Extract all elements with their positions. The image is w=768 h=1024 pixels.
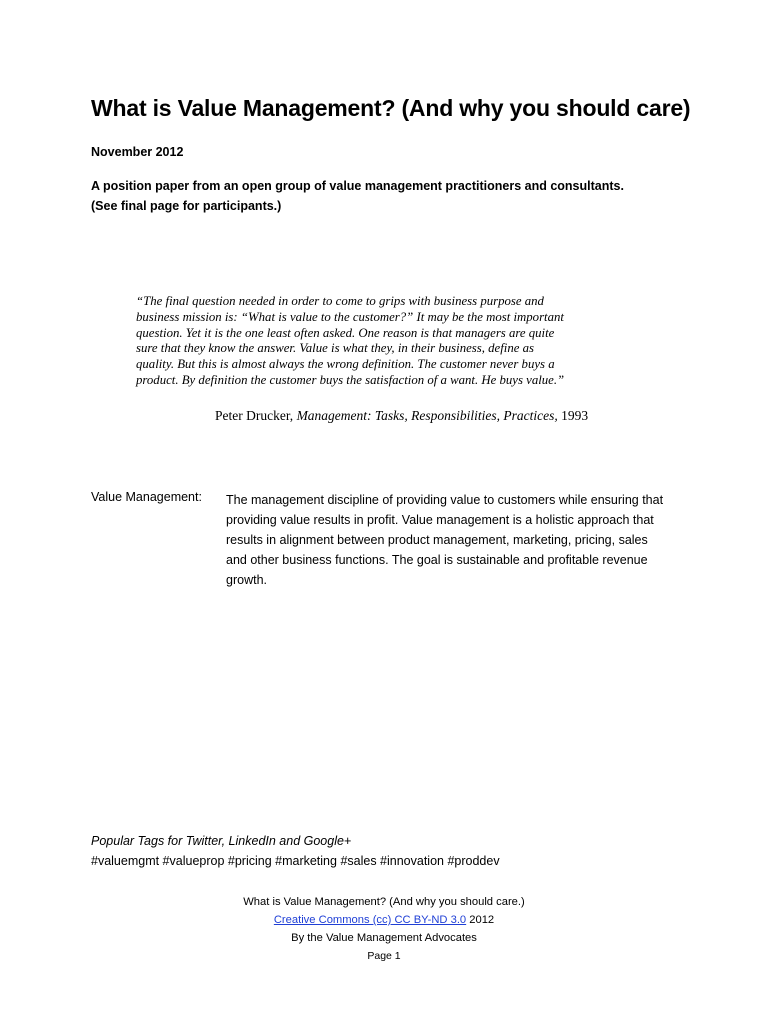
footer-title: What is Value Management? (And why you should care.) [243, 896, 525, 908]
definition-line: and other business functions. The goal is sustainable and profitable revenue [226, 553, 648, 567]
attribution-author: Peter Drucker, [215, 408, 294, 423]
footer-license [0, 911, 768, 929]
quote-line: question. Yet it is the one least often asked. One reason is that managers are quite [136, 325, 555, 340]
tags-heading: Popular Tags for Twitter, LinkedIn and Google+ [91, 834, 352, 848]
quote-line: quality. But this is almost always the wrong definition. The customer never buys a [136, 357, 555, 372]
intro-line: A position paper from an open group of value management practitioners and consultants. [91, 179, 624, 193]
definition-body [226, 490, 686, 590]
definition-line: providing value results in profit. Value management is a holistic approach that [226, 513, 654, 527]
definition-line: The management discipline of providing value to customers while ensuring that [226, 493, 664, 507]
intro-paragraph [91, 176, 624, 216]
attribution-work: Management: Tasks, Responsibilities, Practices, [296, 408, 558, 423]
tags-list: #valuemgmt #valueprop #pricing #marketing #sales #innovation #proddev [91, 854, 500, 868]
attribution-year: 1993 [561, 408, 589, 423]
quote-attribution [215, 408, 588, 424]
document-date: November 2012 [91, 145, 184, 159]
intro-line: (See final page for participants.) [91, 199, 282, 213]
definition-line: growth. [226, 573, 267, 587]
quote-line: sure that they know the answer. Value is what they, in their business, define as [136, 341, 534, 356]
drucker-quote [136, 294, 616, 389]
definition-term: Value Management: [91, 490, 202, 504]
quote-line: product. By definition the customer buys the satisfaction of a want. He buys value.” [136, 372, 565, 387]
page-footer [0, 893, 768, 965]
license-year: 2012 [469, 914, 495, 926]
footer-byline: By the Value Management Advocates [291, 932, 477, 944]
definition-line: results in alignment between product management, marketing, pricing, sales [226, 533, 648, 547]
quote-line: “The final question needed in order to come to grips with business purpose and [136, 294, 544, 308]
page-number: Page 1 [367, 950, 401, 962]
document-title: What is Value Management? (And why you should care) [91, 95, 691, 121]
quote-line: business mission is: “What is value to the customer?” It may be the most important [136, 309, 564, 324]
license-link[interactable]: Creative Commons (cc) CC BY-ND 3.0 [273, 914, 467, 926]
